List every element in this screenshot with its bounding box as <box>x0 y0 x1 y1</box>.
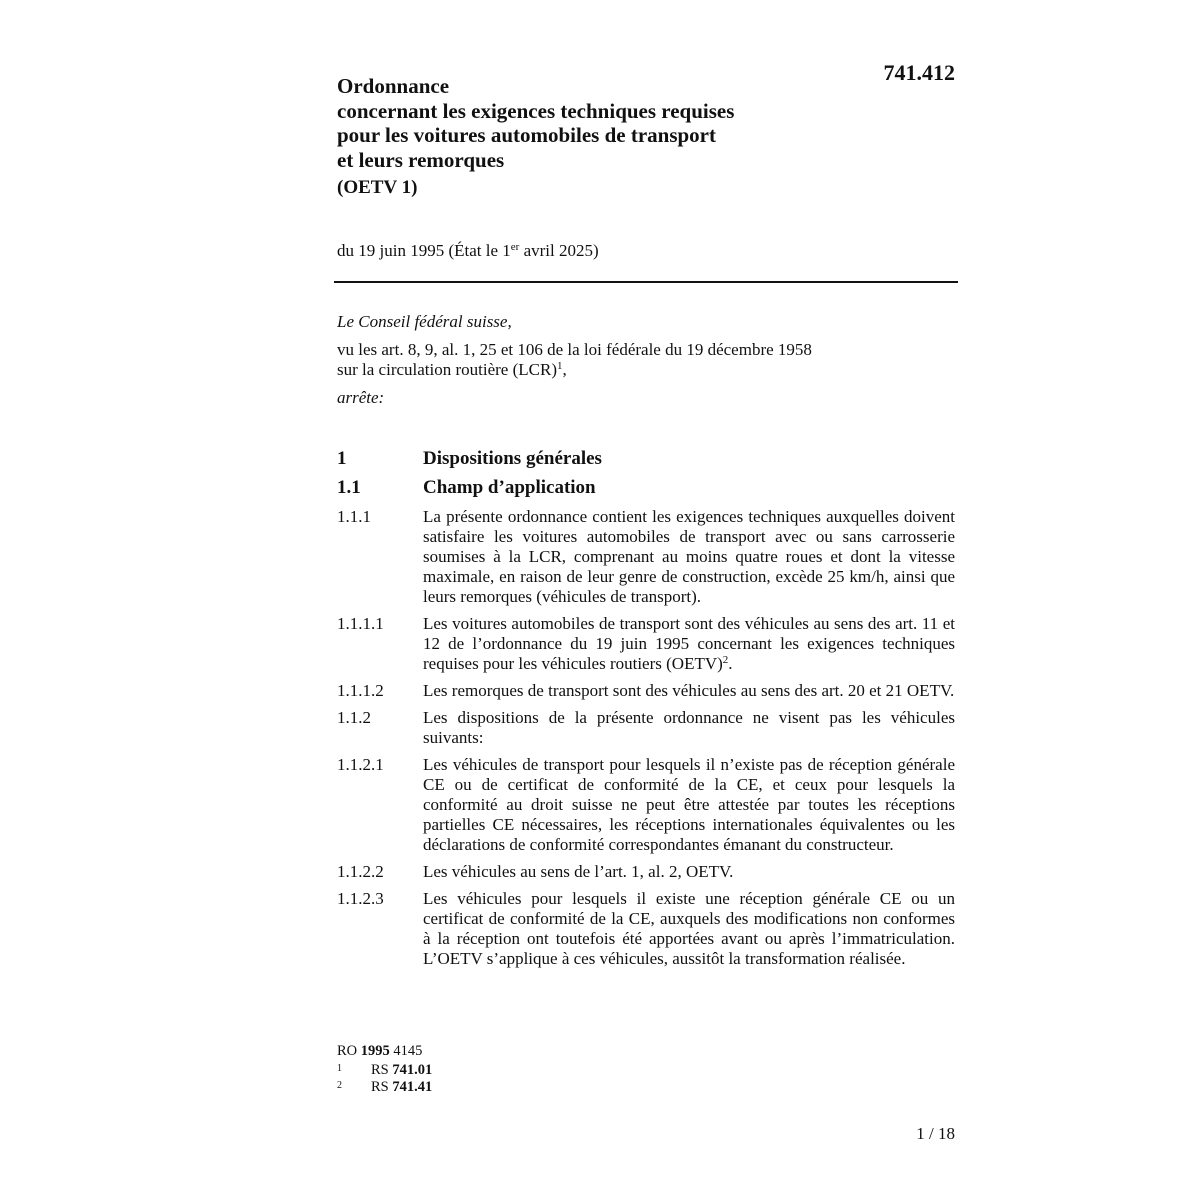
preamble-basis-line: vu les art. 8, 9, al. 1, 25 et 106 de la loi fédérale du 19 décembre 1958 <box>337 340 812 359</box>
provision-text: Les véhicules de transport pour lesquels il n’existe pas de réception générale CE ou de certificat de conformité de la CE, et ceux pour lesquels la conformité au droit suisse ne peut être attestée par toutes les réceptions partielles CE nécessaires, les réceptions internationales équivalentes ou les déclarations de conformité correspondantes émanant du constructeur. <box>423 755 955 854</box>
provisions-list <box>337 507 957 976</box>
preamble-decree: arrête: <box>337 388 385 407</box>
provision-number: 1.1.2.2 <box>337 862 384 881</box>
title-divider <box>334 281 958 283</box>
date-prefix: du 19 juin 1995 (État le 1 <box>337 241 511 260</box>
section-heading-1-1 <box>337 477 957 499</box>
provision-item <box>337 507 957 607</box>
provision-number: 1.1.2 <box>337 708 371 727</box>
provision-item <box>337 889 957 969</box>
provision-item <box>337 614 957 674</box>
page-number: 1 / 18 <box>916 1124 955 1143</box>
preamble-basis-text: sur la circulation routière (LCR) <box>337 360 557 379</box>
preamble-basis-line <box>337 360 957 380</box>
ro-prefix: RO <box>337 1043 361 1059</box>
section-heading-1 <box>337 448 957 470</box>
preamble <box>337 312 957 408</box>
provision-text: La présente ordonnance contient les exigences techniques auxquelles doivent satisfaire les voitures automobiles de transport avec ou sans carrosserie soumises à la LCR, comprenant au moins quatre roues et dont la vitesse maximale, en raison de leur genre de construction, excède 25 km/h, ainsi que leurs remorques (véhicules de transport). <box>423 507 955 606</box>
provision-text: Les véhicules au sens de l’art. 1, al. 2, OETV. <box>423 862 734 881</box>
provision-text-end: . <box>728 654 733 673</box>
provision-text: Les remorques de transport sont des véhicules au sens des art. 20 et 21 OETV. <box>423 681 955 700</box>
provision-text: Les véhicules pour lesquels il existe une réception générale CE ou un certificat de conformité de la CE, auxquels des modifications non conformes à la réception ont toutefois été apportées avant ou après l’immatriculation. L’OETV s’applique à ces véhicules, aussitôt la transformation réalisée. <box>423 889 955 968</box>
sr-number: 741.412 <box>883 60 955 85</box>
section-title: Champ d’application <box>423 477 596 498</box>
provision-number: 1.1.1.1 <box>337 614 384 633</box>
document-abbreviation: (OETV 1) <box>337 177 418 198</box>
ro-page: 4145 <box>389 1043 423 1059</box>
provision-number: 1.1.1 <box>337 507 371 526</box>
provision-text: Les voitures automobiles de transport sont des véhicules au sens des art. 11 et 12 de l’ordonnance du 19 juin 1995 concernant les exigences techniques requises pour les véhicules routiers (OETV) <box>423 614 955 673</box>
footnote-prefix: RS <box>371 1079 393 1095</box>
footnote <box>337 1062 432 1079</box>
provision-text-wrap <box>423 614 955 674</box>
title-line: concernant les exigences techniques requises <box>337 98 735 123</box>
title-line: Ordonnance <box>337 74 450 98</box>
preamble-basis-end: , <box>562 360 567 379</box>
footnote-prefix: RS <box>371 1062 393 1078</box>
date-suffix: avril 2025) <box>519 241 599 260</box>
footnote-text <box>371 1062 432 1079</box>
official-compilation-ref <box>337 1043 422 1060</box>
ro-year: 1995 <box>360 1043 390 1059</box>
provision-number: 1.1.2.1 <box>337 755 384 774</box>
provision-number: 1.1.1.2 <box>337 681 384 700</box>
footnote-number: 1 <box>337 1063 342 1074</box>
footnote-link[interactable]: 741.01 <box>392 1062 433 1078</box>
provision-text: Les dispositions de la présente ordonnance ne visent pas les véhicules suivants: <box>423 708 955 747</box>
document-title <box>337 74 837 172</box>
section-number: 1 <box>337 448 347 469</box>
preamble-basis <box>337 340 957 380</box>
provision-number: 1.1.2.3 <box>337 889 384 908</box>
section-number: 1.1 <box>337 477 361 498</box>
preamble-issuer: Le Conseil fédéral suisse, <box>337 312 512 331</box>
title-line: pour les voitures automobiles de transport <box>337 123 716 147</box>
footnote-text <box>371 1079 432 1096</box>
footnote-ref-2[interactable]: 2 <box>722 654 729 666</box>
provision-item <box>337 681 957 701</box>
date-superscript: er <box>510 241 520 253</box>
document-date <box>337 241 599 261</box>
provision-item <box>337 862 957 882</box>
section-title: Dispositions générales <box>423 448 602 469</box>
footnote-number: 2 <box>337 1080 342 1091</box>
title-line: et leurs remorques <box>337 147 505 172</box>
footnote-ref-1[interactable]: 1 <box>556 360 563 372</box>
footnote-link[interactable]: 741.41 <box>392 1079 433 1095</box>
footnote <box>337 1079 432 1096</box>
provision-item <box>337 708 957 748</box>
footnotes <box>337 1062 432 1096</box>
provision-item <box>337 755 957 855</box>
